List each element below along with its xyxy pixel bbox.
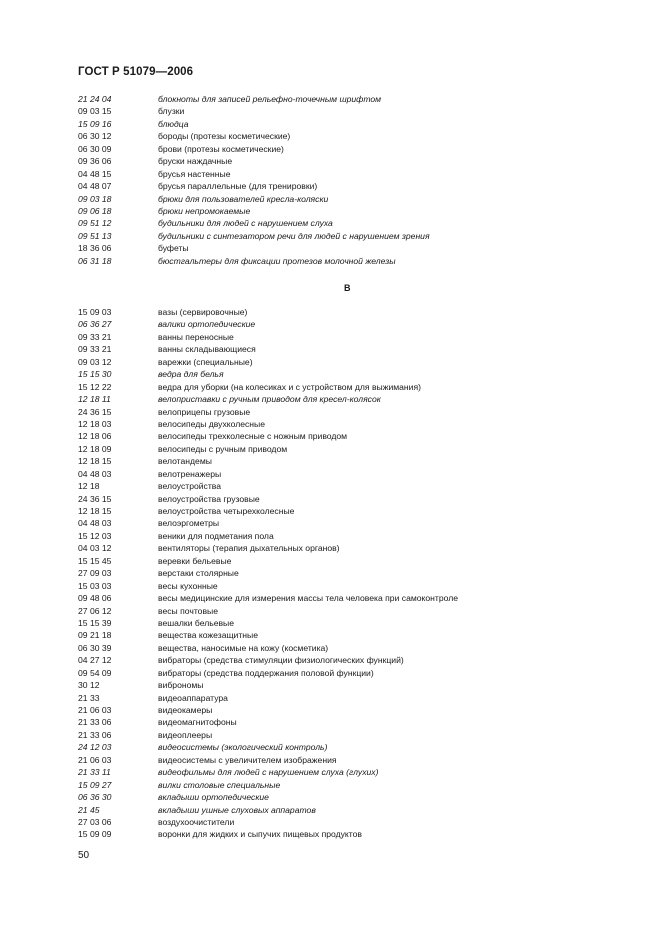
entry-code: 04 48 03 [78,518,112,529]
entry-code: 06 36 27 [78,319,112,330]
entry-term: брови (протезы косметические) [158,143,284,154]
entry-code: 21 06 03 [78,754,112,765]
index-entry [78,242,638,254]
entry-term: видеофильмы для людей с нарушением слуха (глухих) [158,767,379,778]
index-list-v [78,306,638,841]
entry-code: 27 09 03 [78,568,112,579]
index-entry [78,517,638,529]
index-entry [78,480,638,492]
index-entry [78,580,638,592]
entry-code: 12 18 15 [78,456,112,467]
entry-term: вазы (сервировочные) [158,307,248,317]
index-entry [78,406,638,418]
index-entry [78,356,638,368]
entry-code: 21 33 [78,692,100,703]
entry-term: вентиляторы (терапия дыхательных органов) [158,543,340,554]
entry-term: бюстгальтеры для фиксации протезов молочной железы [158,255,396,266]
index-entry [78,368,638,380]
index-entry [78,130,638,142]
index-entry [78,654,638,666]
entry-term: вкладыши ушные слуховых аппаратов [158,804,316,815]
entry-term: велотренажеры [158,468,222,479]
entry-term: видеоаппаратура [158,692,228,703]
entry-code: 12 18 09 [78,443,112,454]
entry-code: 06 30 12 [78,131,112,142]
entry-code: 24 12 03 [78,742,112,753]
entry-term: видеоплееры [158,729,213,740]
entry-code: 09 54 09 [78,667,112,678]
entry-term: блюдца [158,118,189,129]
entry-code: 09 48 06 [78,593,112,604]
entry-code: 15 09 03 [78,307,112,317]
index-entry [78,193,638,205]
entry-code: 09 33 21 [78,331,112,342]
index-entry [78,754,638,766]
index-entry [78,617,638,629]
entry-code: 15 09 09 [78,829,112,840]
entry-term: веревки бельевые [158,555,232,566]
index-entry [78,592,638,604]
entry-code: 15 03 03 [78,580,112,591]
entry-term: будильники для людей с нарушением слуха [158,218,333,229]
entry-term: бруски наждачные [158,156,233,167]
index-entry [78,828,638,840]
entry-term: видеокамеры [158,705,213,715]
entry-term: бороды (протезы косметические) [158,131,291,142]
index-entry [78,118,638,130]
entry-term: верстаки столярные [158,568,239,579]
index-entry [78,530,638,542]
index-entry [78,766,638,778]
entry-code: 09 06 18 [78,205,112,216]
entry-code: 18 36 06 [78,243,112,254]
entry-code: 09 03 12 [78,356,112,367]
entry-code: 04 48 03 [78,468,112,479]
entry-term: вкладыши ортопедические [158,792,269,803]
entry-term: велосипеды двухколесные [158,418,265,429]
index-entry [78,343,638,355]
entry-code: 04 48 07 [78,181,112,192]
entry-code: 21 33 06 [78,729,112,740]
index-entry [78,180,638,192]
index-entry [78,679,638,691]
entry-term: весы почтовые [158,605,218,616]
entry-term: воронки для жидких и сыпучих пищевых продуктов [158,829,362,840]
entry-code: 09 33 21 [78,344,112,355]
entry-term: будильники с синтезатором речи для людей с нарушением зрения [158,230,430,241]
index-entry [78,791,638,803]
index-entry [78,567,638,579]
entry-term: ванны складывающиеся [158,344,256,355]
entry-code: 04 27 12 [78,655,112,666]
index-entry [78,642,638,654]
index-entry [78,779,638,791]
entry-code: 24 36 15 [78,406,112,417]
entry-term: вибраторы (средства стимуляции физиологических функций) [158,655,404,666]
index-entry [78,318,638,330]
entry-term: веники для подметания пола [158,530,274,541]
entry-code: 30 12 [78,680,100,691]
entry-term: велоустройства четырехколесные [158,506,295,516]
entry-code: 27 03 06 [78,816,112,827]
entry-code: 09 03 15 [78,106,112,117]
entry-code: 21 06 03 [78,705,112,715]
entry-code: 06 30 39 [78,642,112,653]
entry-term: весы кухонные [158,580,218,591]
entry-code: 04 03 12 [78,543,112,554]
entry-term: видеосистемы с увеличителем изображения [158,754,337,765]
index-entry [78,667,638,679]
entry-code: 12 18 06 [78,431,112,442]
entry-code: 15 15 39 [78,617,112,628]
entry-code: 24 36 15 [78,493,112,504]
index-entry [78,105,638,117]
entry-term: велоприставки с ручным приводом для кресел-колясок [158,394,381,405]
entry-code: 06 30 09 [78,143,112,154]
index-entry [78,555,638,567]
entry-term: брусья настенные [158,168,231,179]
index-entry [78,217,638,229]
entry-code: 15 12 22 [78,381,112,392]
index-entry [78,155,638,167]
entry-code: 12 18 03 [78,418,112,429]
entry-term: велосипеды трехколесные с ножным приводом [158,431,348,442]
entry-term: вилки столовые специальные [158,779,281,790]
entry-term: видеосистемы (экологический контроль) [158,742,328,753]
entry-code: 21 33 11 [78,767,111,778]
index-entry [78,505,638,517]
index-entry [78,468,638,480]
entry-code: 21 33 06 [78,717,112,728]
entry-term: велоприцепы грузовые [158,406,251,417]
entry-code: 21 45 [78,804,100,815]
entry-term: брюки для пользователей кресла-коляски [158,193,329,204]
entry-code: 09 03 18 [78,193,112,204]
entry-code: 04 48 15 [78,168,112,179]
entry-term: ванны переносные [158,331,234,342]
index-entry [78,729,638,741]
entry-code: 09 51 13 [78,230,112,241]
entry-code: 15 15 30 [78,369,112,380]
entry-term: вещества кожезащитные [158,630,258,641]
index-entry [78,493,638,505]
index-entry [78,230,638,242]
entry-term: велосипеды с ручным приводом [158,443,288,454]
index-entry [78,716,638,728]
entry-code: 15 12 03 [78,530,112,541]
entry-term: воздухоочистители [158,816,235,827]
index-list-b [78,93,638,267]
entry-code: 21 24 04 [78,94,112,104]
index-entry [78,168,638,180]
index-entry [78,704,638,716]
entry-code: 09 21 18 [78,630,112,641]
entry-term: брусья параллельные (для тренировки) [158,181,318,192]
entry-term: вибраторы (средства поддержания половой функции) [158,667,374,678]
section-letter: В [344,283,351,293]
index-entry [78,629,638,641]
entry-code: 09 51 12 [78,218,112,229]
entry-code: 15 09 27 [78,779,112,790]
entry-term: велоустройства грузовые [158,493,260,504]
entry-term: варежки (специальные) [158,356,253,367]
index-entry [78,381,638,393]
entry-term: ведра для белья [158,369,224,380]
entry-term: весы медицинские для измерения массы тела человека при самоконтроле [158,593,459,604]
entry-code: 12 18 11 [78,394,111,405]
index-entry [78,804,638,816]
page-title: ГОСТ Р 51079—2006 [78,66,194,78]
entry-term: буфеты [158,243,189,254]
page-number: 50 [78,850,90,861]
index-entry [78,430,638,442]
index-entry [78,205,638,217]
entry-term: ведра для уборки (на колесиках и с устройством для выжимания) [158,381,421,392]
index-entry [78,692,638,704]
index-entry [78,605,638,617]
entry-code: 12 18 15 [78,506,112,516]
entry-term: блузки [158,106,185,117]
index-entry [78,93,638,105]
entry-code: 15 09 16 [78,118,112,129]
entry-term: виброномы [158,680,204,691]
entry-term: велоустройства [158,481,222,492]
entry-term: валики ортопедические [158,319,256,330]
entry-code: 27 06 12 [78,605,112,616]
index-entry [78,443,638,455]
index-entry [78,455,638,467]
index-entry [78,143,638,155]
entry-term: велотандемы [158,456,212,467]
index-entry [78,306,638,318]
entry-code: 06 31 18 [78,255,112,266]
index-entry [78,741,638,753]
entry-code: 12 18 [78,481,100,492]
entry-term: видеомагнитофоны [158,717,237,728]
entry-term: вешалки бельевые [158,617,234,628]
index-entry [78,331,638,343]
entry-code: 09 36 06 [78,156,112,167]
index-entry [78,418,638,430]
entry-term: велоэргометры [158,518,220,529]
entry-term: брюки непромокаемые [158,205,251,216]
index-entry [78,542,638,554]
index-entry [78,816,638,828]
index-entry [78,393,638,405]
index-entry [78,255,638,267]
entry-code: 06 36 30 [78,792,112,803]
entry-term: вещества, наносимые на кожу (косметика) [158,642,329,653]
entry-term: блокноты для записей рельефно-точечным шрифтом [158,94,382,104]
entry-code: 15 15 45 [78,555,112,566]
